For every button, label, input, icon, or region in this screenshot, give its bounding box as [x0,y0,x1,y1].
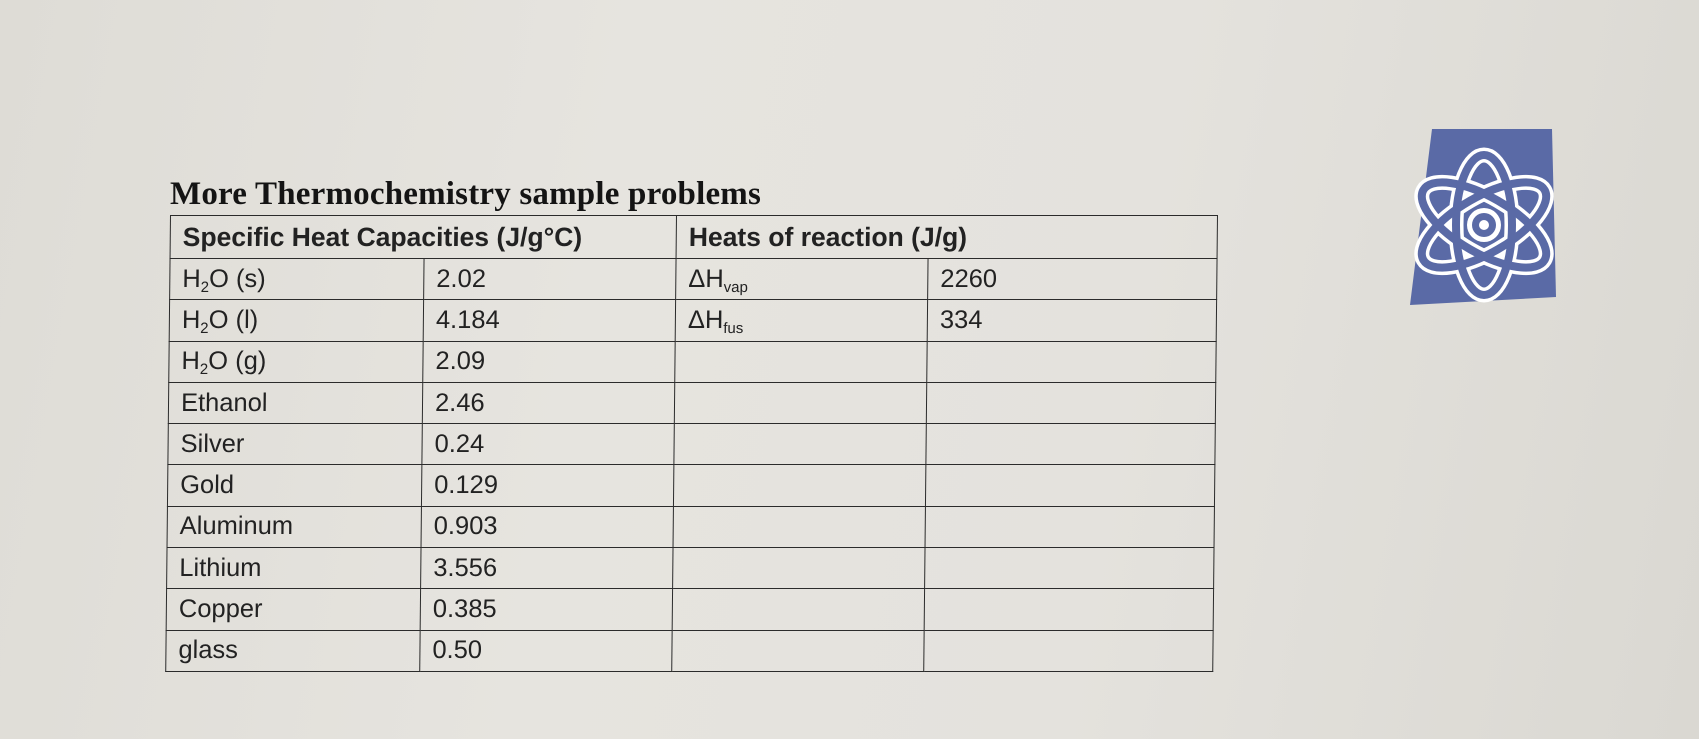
specific-heat-value: 0.129 [421,465,673,506]
substance-name: $H_2O$ (g) [169,341,423,382]
table-row [169,300,1216,341]
specific-heat-value: 2.46 [422,382,674,423]
specific-heat-value: 0.385 [420,589,672,630]
atom-icon [1404,127,1564,317]
table-row [166,589,1213,630]
table-row [167,506,1214,547]
reaction-name [673,548,925,589]
table-row [168,424,1215,465]
specific-heat-value: 0.24 [422,424,674,465]
table-row [167,465,1214,506]
reaction-value [925,465,1214,506]
reaction-name [673,506,925,547]
reaction-value [924,589,1213,630]
table-row [167,548,1214,589]
reaction-name: $\Delta H_{fus}$ [675,300,927,341]
reaction-name [672,589,924,630]
substance-name: Aluminum [167,506,421,547]
reaction-name [672,630,924,671]
specific-heat-value: 2.09 [423,341,675,382]
table-row [170,259,1217,300]
reaction-name [674,382,926,423]
specific-heat-header: Specific Heat Capacities (J/g°C) [170,216,676,259]
reaction-value [926,424,1215,465]
heat-data-table [165,215,1218,672]
substance-name: Silver [168,424,422,465]
atom-nucleus-core [1479,220,1489,230]
reaction-name: $\Delta H_{vap}$ [676,259,928,300]
reaction-value [926,382,1215,423]
page-title: More Thermochemistry sample problems [170,176,762,212]
specific-heat-value: 3.556 [421,548,673,589]
specific-heat-value: 4.184 [423,300,675,341]
table-row [168,382,1215,423]
table-row [166,630,1213,671]
reaction-name [674,424,926,465]
table-header-row [170,216,1217,259]
substance-name: Ethanol [168,382,422,423]
reaction-value [927,341,1216,382]
specific-heat-value: 0.903 [421,506,673,547]
substance-name: $H_2O$ (l) [169,300,423,341]
reaction-value: 334 [927,300,1216,341]
reaction-name [673,465,925,506]
substance-name: glass [166,630,420,671]
specific-heat-value: 0.50 [420,630,672,671]
heats-of-reaction-header: Heats of reaction (J/g) [676,216,1217,259]
reaction-value [924,630,1213,671]
reaction-value [925,548,1214,589]
reaction-value: 2260 [928,259,1217,300]
substance-name: $H_2O$ (s) [170,259,424,300]
reaction-value [925,506,1214,547]
substance-name: Gold [167,465,421,506]
reaction-name [675,341,927,382]
substance-name: Lithium [167,548,421,589]
substance-name: Copper [166,589,420,630]
table-row [169,341,1216,382]
specific-heat-value: 2.02 [424,259,676,300]
